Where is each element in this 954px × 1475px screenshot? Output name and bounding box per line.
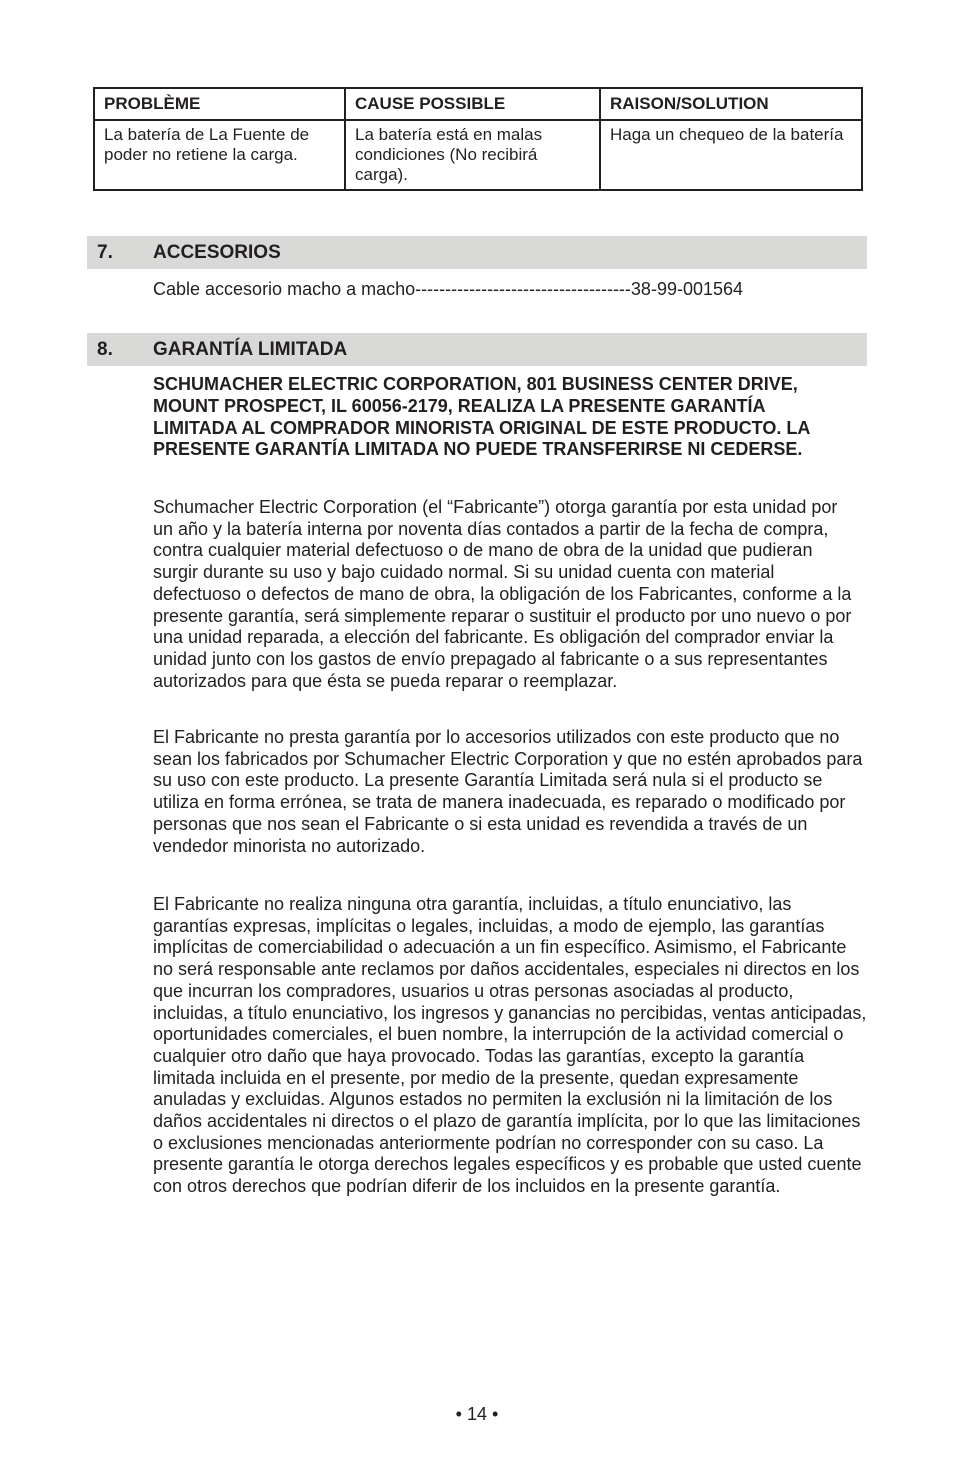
cell-problem: La batería de La Fuente de poder no retiene la carga. xyxy=(94,120,345,190)
header-cause-possible: CAUSE POSSIBLE xyxy=(345,88,600,120)
cell-cause: La batería está en malas condiciones (No recibirá carga). xyxy=(345,120,600,190)
table-row xyxy=(94,120,862,190)
section-8-title: GARANTÍA LIMITADA xyxy=(153,339,348,360)
accessory-item: Cable accesorio macho a macho------------------------------------38-99-001564 xyxy=(153,279,744,299)
warranty-paragraph-2: El Fabricante no presta garantía por lo accesorios utilizados con este producto que no sean los fabricados por Schumacher Electric Corporation y que no estén aprobados para su uso con este producto. La presente Garantía Limitada será nula si el producto se utiliza en forma errónea, se trata de manera inadecuada, es reparado o modificado por personas que nos sean el Fabricante o si esta unidad es revendida a través de un vendedor minorista no autorizado. xyxy=(153,727,863,856)
header-raison-solution: RAISON/SOLUTION xyxy=(600,88,862,120)
section-8-heading xyxy=(87,333,867,366)
section-7-heading xyxy=(87,236,867,269)
warranty-intro: SCHUMACHER ELECTRIC CORPORATION, 801 BUSINESS CENTER DRIVE, MOUNT PROSPECT, IL 60056-2179, REALIZA LA PRESENTE GARANTÍA LIMITADA AL COMPRADOR MINORISTA ORIGINAL DE ESTE PRODUCTO. LA PRESENTE GARANTÍA LIMITADA NO PUEDE TRANSFERIRSE NI CEDERSE. xyxy=(153,374,810,460)
page-number: • 14 • xyxy=(455,1404,499,1424)
section-8-number: 8. xyxy=(97,339,113,360)
table-header-row xyxy=(94,88,862,120)
section-7-title: ACCESORIOS xyxy=(153,242,281,263)
troubleshooting-table xyxy=(93,87,863,191)
warranty-paragraph-1: Schumacher Electric Corporation (el “Fabricante”) otorga garantía por esta unidad por un año y la batería interna por noventa días contados a partir de la fecha de compra, contra cualquier material defectuoso o de mano de obra de la unidad que pudieran surgir durante su uso y bajo cuidado normal. Si su unidad cuenta con material defectuoso o defectos de mano de obra, la obligación de los Fabricantes, conforme a la presente garantía, será simplemente reparar o sustituir el producto por uno nuevo o por una unidad reparada, a elección del fabricante. Es obligación del comprador enviar la unidad junto con los gastos de envío prepagado al fabricante o a sus representantes autorizados para que ésta se pueda reparar o reemplazar. xyxy=(153,497,852,691)
header-probleme: PROBLÈME xyxy=(94,88,345,120)
warranty-paragraph-3: El Fabricante no realiza ninguna otra garantía, incluidas, a título enunciativo, las garantías expresas, implícitas o legales, incluidas, a modo de ejemplo, las garantías implícitas de comerciabilidad o adecuación a un fin específico. Asimismo, el Fabricante no será responsable ante reclamos por daños accidentales, especiales ni directos en los que incurran los compradores, usuarios u otras personas asociadas al producto, incluidas, a título enunciativo, los ingresos y ganancias no percibidas, ventas anticipadas, oportunidades comerciales, el buen nombre, la interrupción de la actividad comercial o cualquier otro daño que haya provocado. Todas las garantías, excepto la garantía limitada incluida en el presente, por medio de la presente, quedan expresamente anuladas y excluidas. Algunos estados no permiten la exclusión ni la limitación de los daños accidentales ni directos o el plazo de garantía implícita, por lo que las limitaciones o exclusiones mencionadas anteriormente podrían no corresponder con su caso. La presente garantía le otorga derechos legales específicos y es probable que usted cuente con otros derechos que podrían diferir de los incluidos en la presente garantía. xyxy=(153,894,867,1197)
section-7-number: 7. xyxy=(97,242,113,263)
cell-solution: Haga un chequeo de la batería xyxy=(600,120,862,190)
